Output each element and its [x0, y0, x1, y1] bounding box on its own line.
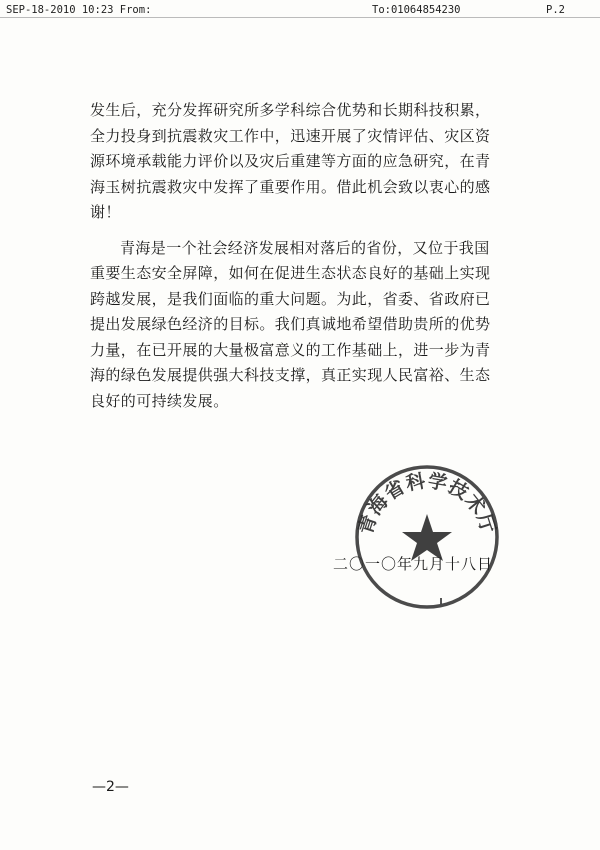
paragraph-1-line: 海玉树抗震救灾中发挥了重要作用。借此机会致以衷心的感: [90, 177, 491, 196]
seal-star-icon: [402, 514, 452, 561]
fax-page-indicator: P.2: [546, 4, 565, 16]
paragraph-1-line: 全力投身到抗震救灾工作中，迅速开展了灾情评估、灾区资: [90, 126, 491, 145]
paragraph-2-line: 重要生态安全屏障，如何在促进生态状态良好的基础上实现: [90, 264, 491, 282]
page-number: —2—: [92, 779, 129, 795]
paragraph-2-line: 良好的可持续发展。: [90, 391, 229, 410]
fax-timestamp-from: SEP-18-2010 10:23 From:: [6, 4, 152, 16]
paragraph-2-line: 海的绿色发展提供强大科技支撑，真正实现人民富裕、生态: [90, 366, 491, 384]
paragraph-1-line: 谢！: [90, 203, 121, 221]
letter-body: [90, 98, 530, 414]
official-seal: [352, 462, 502, 612]
fax-header-rule: [0, 17, 600, 18]
paragraph-2-line: 青海是一个社会经济发展相对落后的省份，又位于我国: [120, 238, 490, 257]
paragraph-2-line: 力量，在已开展的大量极富意义的工作基础上，进一步为青: [90, 340, 491, 359]
seal-arc-text: 青海省科学技术厅: [354, 469, 500, 538]
letter-date: 二〇一〇年九月十八日: [333, 555, 494, 573]
paragraph-2-line: 提出发展绿色经济的目标。我们真诚地希望借助贵所的优势: [90, 315, 491, 333]
paragraph-2-line: 跨越发展，是我们面临的重大问题。为此，省委、省政府已: [90, 289, 491, 308]
paragraph-1-line: 发生后，充分发挥研究所多学科综合优势和长期科技积累，: [90, 101, 491, 119]
paragraph-2: [90, 236, 530, 415]
paragraph-1: [90, 98, 530, 226]
fax-header: [0, 2, 600, 18]
fax-to-number: To:01064854230: [372, 4, 461, 16]
paragraph-1-line: 源环境承载能力评价以及灾后重建等方面的应急研究，在青: [90, 152, 491, 170]
